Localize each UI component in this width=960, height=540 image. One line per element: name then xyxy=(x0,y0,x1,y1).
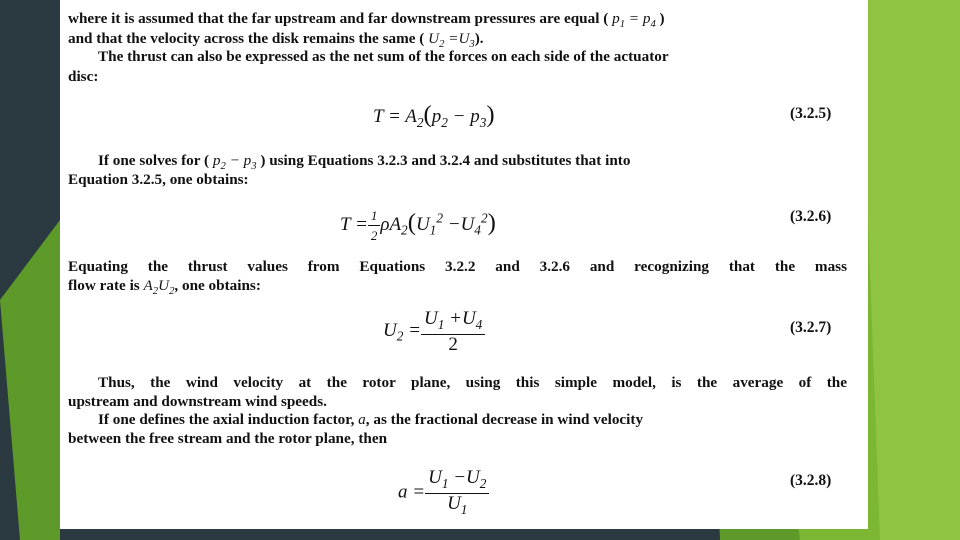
text-segment: , one obtains: xyxy=(174,277,261,294)
equation-number-3-2-8: (3.2.8) xyxy=(790,472,832,489)
text-line-10: upstream and downstream wind speeds. xyxy=(68,393,327,410)
close-paren: ) xyxy=(659,10,665,27)
math-a2u2: $A_2U_2$ xyxy=(143,277,175,298)
math-a: a xyxy=(358,411,366,428)
equation-3-2-6: T = $\frac{1}{2}$ $\rho A_2(U_1^2 -U_4^2)$ xyxy=(340,208,496,243)
text-segment: If one solves for ( xyxy=(98,152,210,169)
text-line-8 xyxy=(68,276,261,301)
text-segment: and that the velocity across the disk remains the same ( xyxy=(68,30,425,47)
text-line-11 xyxy=(98,410,643,429)
math-u2-eq-u3: $U_2 =U_3$ xyxy=(428,30,475,51)
text-segment: If one defines the axial induction factor, xyxy=(98,411,355,428)
text-line-7: Equating the thrust values from Equations 3.2.2 and 3.2.6 and recognizing that the mass xyxy=(68,258,847,275)
text-line-6: Equation 3.2.5, one obtains: xyxy=(68,171,249,188)
equation-3-2-5: $T = A_2(p_2 - p_3)$ xyxy=(373,101,495,130)
text-line-4: disc: xyxy=(68,68,99,85)
text-line-12: between the free stream and the rotor plane, then xyxy=(68,430,388,447)
equation-number-3-2-6: (3.2.6) xyxy=(790,208,832,225)
math-p2-minus-p3: $p_2 - p_3$ xyxy=(212,152,257,173)
text-segment: flow rate is xyxy=(68,277,140,294)
math-p1-eq-p4: $p_1 = p_4$ xyxy=(612,10,656,31)
scanned-textbook-page xyxy=(60,0,868,529)
equation-number-3-2-5: (3.2.5) xyxy=(790,105,832,122)
text-line-9: Thus, the wind velocity at the rotor plane, using this simple model, is the average of the xyxy=(98,374,847,391)
equation-3-2-8: a = $\frac{U_1 -U_2}{U_1}$ xyxy=(398,468,489,519)
text-line-3: The thrust can also be expressed as the net sum of the forces on each side of the actuator xyxy=(98,48,669,65)
text-segment: ) using Equations 3.2.3 and 3.2.4 and substitutes that into xyxy=(260,152,631,169)
text-segment: , as the fractional decrease in wind velocity xyxy=(365,411,644,428)
equation-number-3-2-7: (3.2.7) xyxy=(790,319,832,336)
text-segment: where it is assumed that the far upstream and far downstream pressures are equal ( xyxy=(68,10,609,27)
close-paren-period: ). xyxy=(474,30,484,47)
equation-3-2-7: $U_2$ = $\frac{U_1 +U_4}{2}$ xyxy=(383,309,485,354)
